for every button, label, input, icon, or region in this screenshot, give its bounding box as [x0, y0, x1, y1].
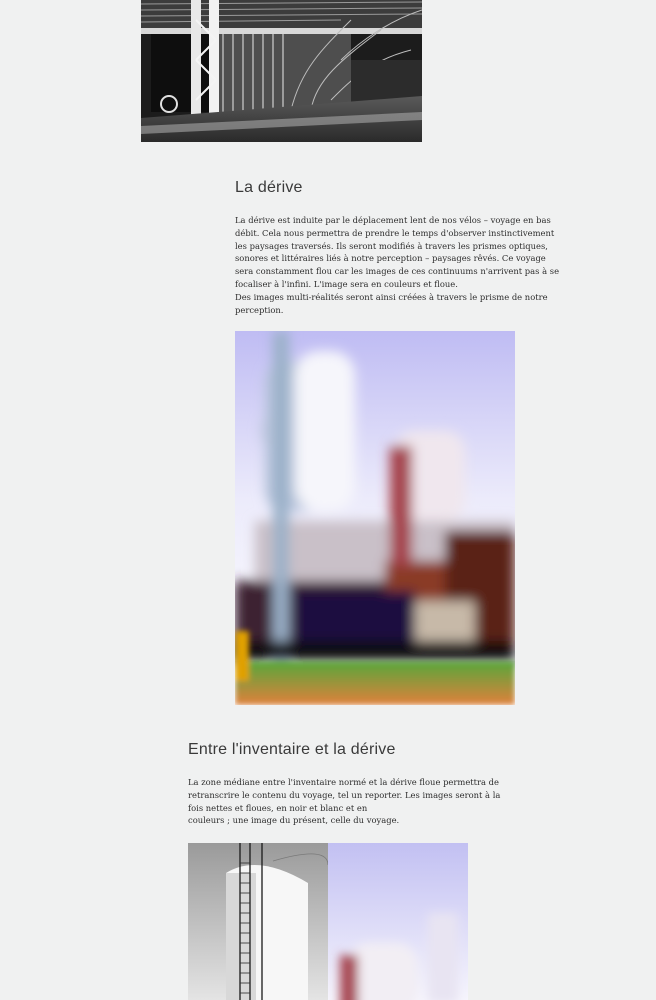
paragraph-line: sera constamment flou car les images de ces continuums n'arrivent pas à se [235, 266, 560, 277]
industrial-shed-bw-photo [141, 0, 422, 142]
paragraph-line: sonores et littéraires liés à notre perception – paysages rêvés. Ce voyage [235, 253, 546, 264]
silo-bw-photo [188, 843, 328, 1000]
section-text-entre [188, 776, 501, 827]
paragraph-line: La dérive est induite par le déplacement lent de nos vélos – voyage en bas [235, 215, 551, 225]
paragraph-line: débit. Cela nous permettra de prendre le temps d'observer instinctivement [235, 227, 555, 238]
paragraph-line: les paysages traversés. Ils seront modifiés à travers les prismes optiques, [235, 240, 548, 251]
paragraph-line: fois nettes et floues, en noir et blanc et en [188, 802, 368, 813]
section-title-derive: La dérive [235, 179, 303, 196]
section-text-derive [235, 214, 560, 316]
paragraph-line: focaliser à l'infini. L'image sera en couleurs et floue. [235, 278, 458, 289]
paragraph-line: La zone médiane entre l'inventaire normé et la dérive floue permettra de [188, 777, 499, 787]
paragraph-line: Des images multi-réalités seront ainsi créées à travers le prisme de notre [235, 291, 548, 302]
silo-blurred-photo [328, 843, 468, 1000]
blurred-silos-color-photo [235, 331, 515, 705]
paragraph-line: perception. [235, 304, 284, 315]
section-title-entre: Entre l'inventaire et la dérive [188, 741, 396, 758]
paragraph-line: retranscrire le contenu du voyage, tel un reporter. Les images seront à la [188, 789, 501, 800]
paragraph-line: couleurs ; une image du présent, celle du voyage. [188, 815, 400, 826]
